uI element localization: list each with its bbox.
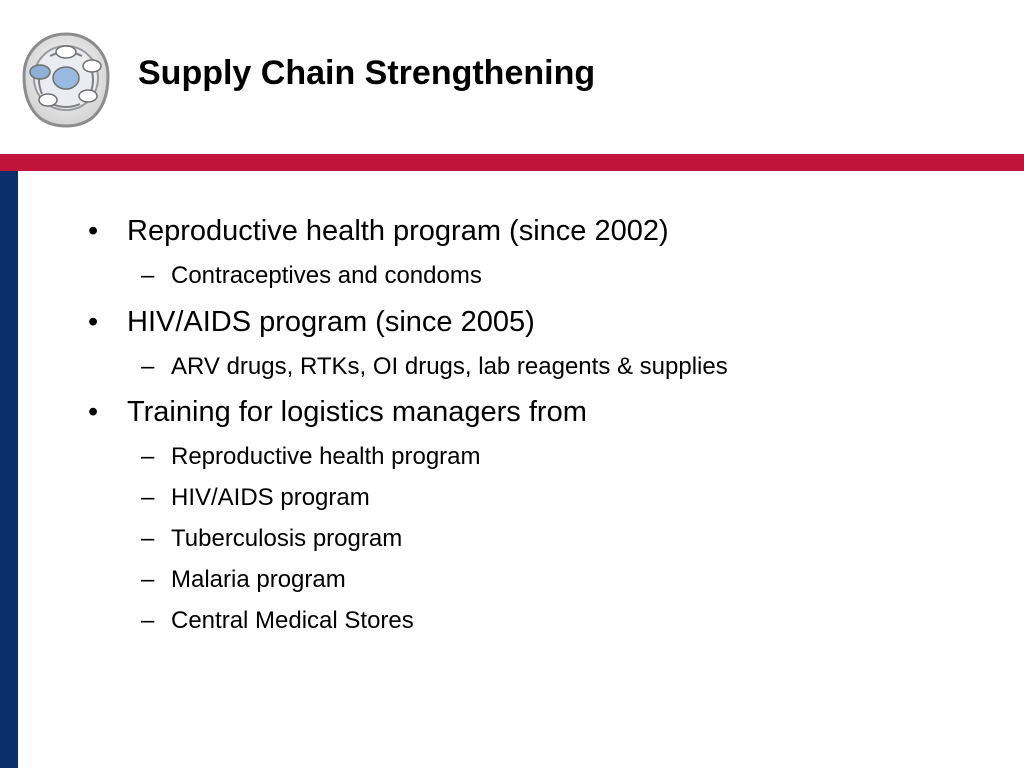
bullet-marker: • [88, 306, 99, 338]
page-title: Supply Chain Strengthening [138, 54, 596, 92]
sub-bullet-text: Tuberculosis program [171, 525, 403, 552]
dash-marker: – [141, 525, 155, 552]
sub-bullet-text: Malaria program [171, 566, 346, 593]
sub-bullet-text: Central Medical Stores [171, 607, 414, 634]
bullet-text: Reproductive health program (since 2002) [127, 215, 669, 247]
bullet-marker: • [88, 396, 99, 428]
sub-bullet-text: ARV drugs, RTKs, OI drugs, lab reagents & supplies [171, 353, 728, 380]
sub-bullet-text: Contraceptives and condoms [171, 262, 482, 289]
dash-marker: – [141, 484, 155, 511]
sub-bullet-text: HIV/AIDS program [171, 484, 370, 511]
bullet-text: HIV/AIDS program (since 2005) [127, 306, 535, 338]
dash-marker: – [141, 607, 155, 634]
bullet-marker: • [88, 215, 99, 247]
bullet-text: Training for logistics managers from [127, 396, 587, 428]
dash-marker: – [141, 262, 155, 289]
sub-bullet-text: Reproductive health program [171, 443, 481, 470]
dash-marker: – [141, 443, 155, 470]
dash-marker: – [141, 353, 155, 380]
dash-marker: – [141, 566, 155, 593]
